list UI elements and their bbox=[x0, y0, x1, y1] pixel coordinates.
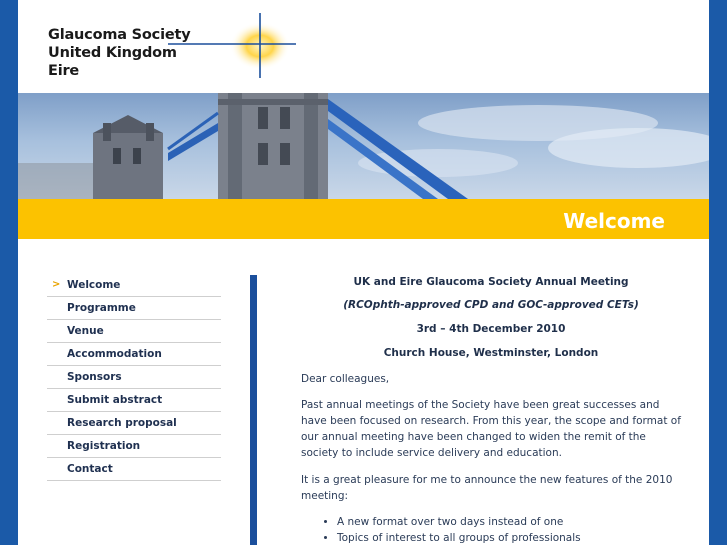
site-header bbox=[18, 0, 709, 93]
sidebar-nav bbox=[47, 274, 221, 481]
nav-item-submit-abstract[interactable] bbox=[47, 389, 221, 412]
eye-cross-icon bbox=[168, 10, 298, 82]
nav-item-programme[interactable] bbox=[47, 297, 221, 320]
tower-bridge-icon bbox=[18, 93, 709, 199]
nav-item-label: Registration bbox=[67, 440, 141, 452]
nav-item-label: Accommodation bbox=[67, 348, 162, 360]
list-item: • Topics of interest to all groups of professionals bbox=[337, 530, 681, 545]
greeting: Dear colleagues, bbox=[301, 373, 390, 385]
page bbox=[18, 0, 709, 545]
nav-item-contact[interactable] bbox=[47, 458, 221, 481]
nav-item-accommodation[interactable] bbox=[47, 343, 221, 366]
page-title: Welcome bbox=[563, 209, 665, 233]
nav-item-label: Sponsors bbox=[67, 371, 122, 383]
nav-item-welcome[interactable] bbox=[47, 274, 221, 297]
announcement-paragraph: It is a great pleasure for me to announce the new features of the 2010 meeting: bbox=[301, 474, 673, 502]
nav-item-venue[interactable] bbox=[47, 320, 221, 343]
meeting-dates: 3rd – 4th December 2010 bbox=[416, 323, 566, 335]
feature-list bbox=[301, 514, 681, 545]
logo-line-1: Glaucoma Society bbox=[48, 27, 191, 43]
intro-paragraph: Past annual meetings of the Society have been great successes and have been focused on research. From this year, the scope and format of our annual meeting have been changed to widen the remit of the society to include service delivery and education. bbox=[301, 399, 681, 459]
nav-item-label: Research proposal bbox=[67, 417, 177, 429]
welcome-bar bbox=[18, 199, 709, 239]
banner-image bbox=[18, 93, 709, 199]
accreditation-note: (RCOphth-approved CPD and GOC-approved CETs) bbox=[343, 299, 639, 311]
nav-item-sponsors[interactable] bbox=[47, 366, 221, 389]
nav-item-label: Venue bbox=[67, 325, 104, 337]
nav-item-label: Contact bbox=[67, 463, 113, 475]
main-content bbox=[301, 274, 681, 545]
meeting-headline: UK and Eire Glaucoma Society Annual Meeting bbox=[353, 276, 629, 288]
content-divider bbox=[250, 275, 257, 545]
nav-item-registration[interactable] bbox=[47, 435, 221, 458]
nav-item-label: Submit abstract bbox=[67, 394, 163, 406]
nav-item-label: Welcome bbox=[67, 279, 121, 291]
nav-item-label: Programme bbox=[67, 302, 136, 314]
nav-item-research-proposal[interactable] bbox=[47, 412, 221, 435]
meeting-venue: Church House, Westminster, London bbox=[383, 347, 599, 359]
logo-line-3: Eire bbox=[48, 63, 80, 79]
list-item: • A new format over two days instead of one bbox=[337, 514, 681, 530]
active-arrow-icon: > bbox=[52, 279, 61, 290]
logo-line-2: United Kingdom bbox=[48, 45, 177, 61]
